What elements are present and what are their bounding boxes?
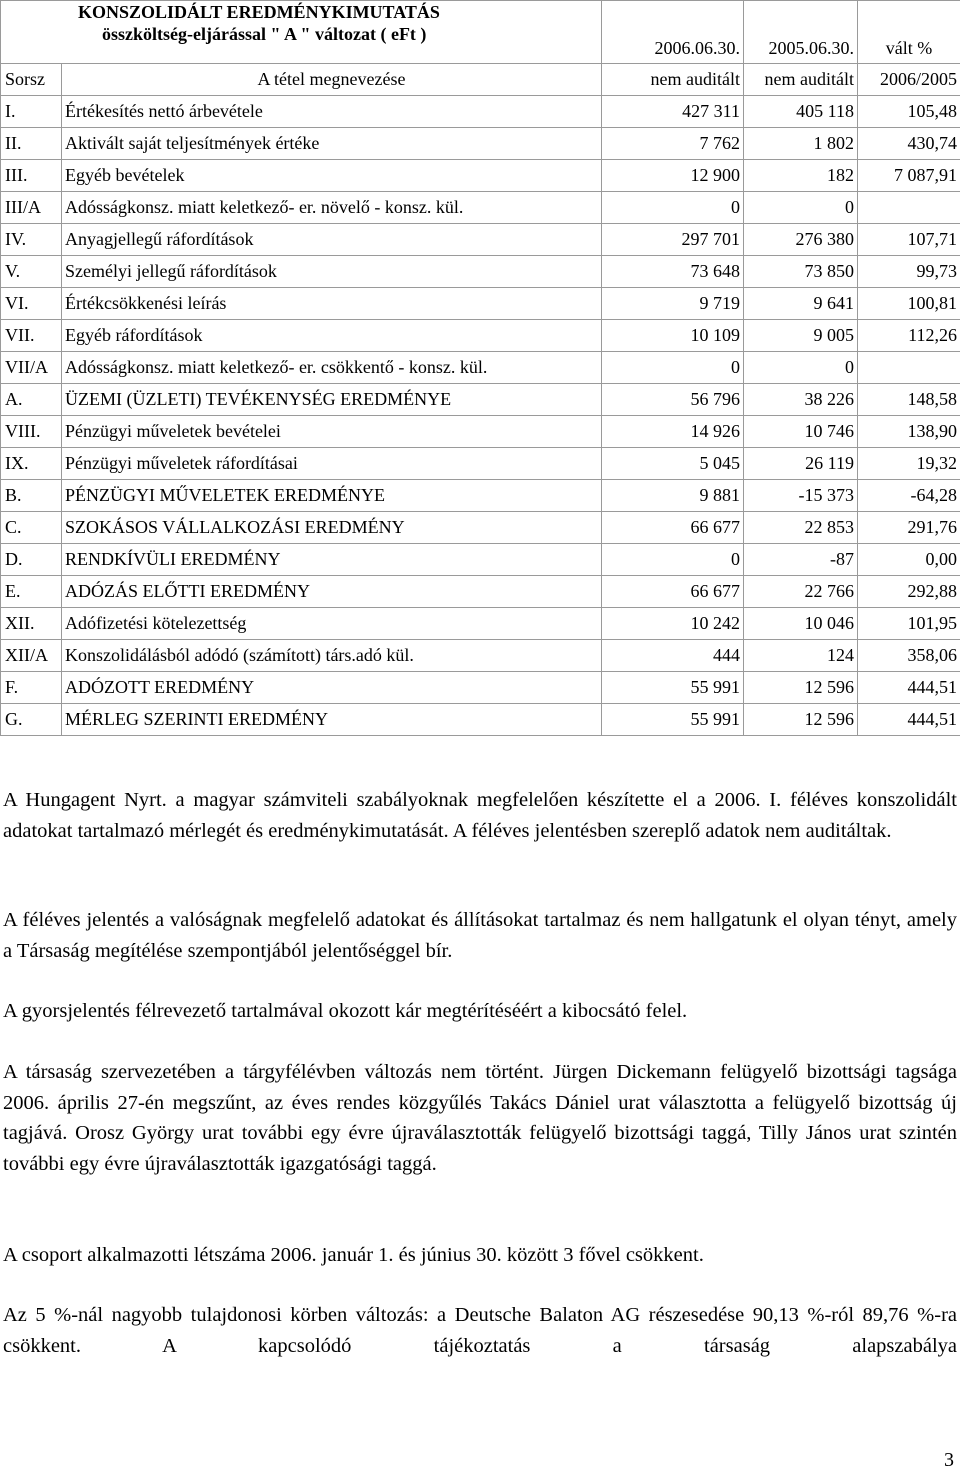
row-change-pct: 444,51 xyxy=(858,704,960,736)
row-value-2005: 182 xyxy=(744,160,858,192)
row-number: XII/A xyxy=(1,640,62,672)
table-row xyxy=(1,320,960,352)
note-paragraph: A féléves jelentés a valóságnak megfelelő adatokat és állításokat tartalmaz és nem hallgatunk el olyan tényt, amely a Társaság megítélése szempontjából jelentőséggel bír. xyxy=(3,909,957,962)
col-date-2006: 2006.06.30. xyxy=(602,1,744,64)
row-number: IV. xyxy=(1,224,62,256)
col-period: 2006/2005 xyxy=(858,64,960,96)
row-value-2006: 7 762 xyxy=(602,128,744,160)
row-number: II. xyxy=(1,128,62,160)
row-value-2006: 9 881 xyxy=(602,480,744,512)
row-number: VI. xyxy=(1,288,62,320)
row-number: I. xyxy=(1,96,62,128)
row-value-2006: 56 796 xyxy=(602,384,744,416)
row-number: VIII. xyxy=(1,416,62,448)
title-line2: összköltség-eljárással " A " változat ( eFt ) xyxy=(102,24,427,44)
row-item-name: Személyi jellegű ráfordítások xyxy=(62,256,602,288)
row-change-pct: 138,90 xyxy=(858,416,960,448)
row-item-name: Adófizetési kötelezettség xyxy=(62,608,602,640)
row-item-name: Aktivált saját teljesítmények értéke xyxy=(62,128,602,160)
table-row xyxy=(1,576,960,608)
table-row xyxy=(1,160,960,192)
row-item-name: RENDKÍVÜLI EREDMÉNY xyxy=(62,544,602,576)
row-value-2005: 124 xyxy=(744,640,858,672)
row-value-2006: 55 991 xyxy=(602,704,744,736)
row-value-2006: 73 648 xyxy=(602,256,744,288)
row-change-pct: 19,32 xyxy=(858,448,960,480)
row-number: VII. xyxy=(1,320,62,352)
row-number: IX. xyxy=(1,448,62,480)
row-change-pct: 105,48 xyxy=(858,96,960,128)
row-item-name: SZOKÁSOS VÁLLALKOZÁSI EREDMÉNY xyxy=(62,512,602,544)
row-value-2006: 66 677 xyxy=(602,576,744,608)
income-statement-table xyxy=(0,0,960,736)
table-row xyxy=(1,448,960,480)
row-value-2005: 1 802 xyxy=(744,128,858,160)
col-item: A tétel megnevezése xyxy=(62,64,602,96)
row-value-2006: 0 xyxy=(602,352,744,384)
header-row-1 xyxy=(1,1,960,64)
row-value-2006: 0 xyxy=(602,192,744,224)
table-row xyxy=(1,480,960,512)
row-value-2006: 66 677 xyxy=(602,512,744,544)
row-value-2006: 9 719 xyxy=(602,288,744,320)
col-date-2005: 2005.06.30. xyxy=(744,1,858,64)
row-value-2005: 12 596 xyxy=(744,704,858,736)
row-item-name: Pénzügyi műveletek ráfordításai xyxy=(62,448,602,480)
row-change-pct: 100,81 xyxy=(858,288,960,320)
page-number: 3 xyxy=(944,1449,954,1471)
table-row xyxy=(1,352,960,384)
row-value-2005: 10 746 xyxy=(744,416,858,448)
note-paragraph: Az 5 %-nál nagyobb tulajdonosi körben változás: a Deutsche Balaton AG részesedése 90,13 %-ról 89,76 %-ra csökkent. A kapcsolódó tájékoztatás a társaság alapszabálya xyxy=(3,1304,957,1357)
row-change-pct: 107,71 xyxy=(858,224,960,256)
row-item-name: Egyéb ráfordítások xyxy=(62,320,602,352)
row-value-2006: 10 242 xyxy=(602,608,744,640)
row-value-2005: 276 380 xyxy=(744,224,858,256)
row-value-2005: 73 850 xyxy=(744,256,858,288)
row-number: G. xyxy=(1,704,62,736)
row-value-2006: 444 xyxy=(602,640,744,672)
row-value-2006: 14 926 xyxy=(602,416,744,448)
row-value-2005: -87 xyxy=(744,544,858,576)
row-number: XII. xyxy=(1,608,62,640)
row-value-2005: 0 xyxy=(744,192,858,224)
row-value-2005: -15 373 xyxy=(744,480,858,512)
row-value-2005: 0 xyxy=(744,352,858,384)
row-item-name: ADÓZOTT EREDMÉNY xyxy=(62,672,602,704)
row-change-pct: 444,51 xyxy=(858,672,960,704)
row-value-2005: 12 596 xyxy=(744,672,858,704)
table-row xyxy=(1,416,960,448)
row-change-pct: 0,00 xyxy=(858,544,960,576)
row-change-pct: 292,88 xyxy=(858,576,960,608)
row-item-name: Adósságkonsz. miatt keletkező- er. csökkentő - konsz. kül. xyxy=(62,352,602,384)
row-value-2005: 9 005 xyxy=(744,320,858,352)
row-item-name: Értékesítés nettó árbevétele xyxy=(62,96,602,128)
row-number: B. xyxy=(1,480,62,512)
row-value-2006: 55 991 xyxy=(602,672,744,704)
row-number: V. xyxy=(1,256,62,288)
row-value-2005: 9 641 xyxy=(744,288,858,320)
table-row xyxy=(1,96,960,128)
row-number: III/A xyxy=(1,192,62,224)
table-row xyxy=(1,704,960,736)
row-change-pct xyxy=(858,352,960,384)
row-item-name: Anyagjellegű ráfordítások xyxy=(62,224,602,256)
row-value-2006: 12 900 xyxy=(602,160,744,192)
row-item-name: Egyéb bevételek xyxy=(62,160,602,192)
row-value-2005: 405 118 xyxy=(744,96,858,128)
row-change-pct: 112,26 xyxy=(858,320,960,352)
row-item-name: MÉRLEG SZERINTI EREDMÉNY xyxy=(62,704,602,736)
row-change-pct xyxy=(858,192,960,224)
row-change-pct: 358,06 xyxy=(858,640,960,672)
row-number: C. xyxy=(1,512,62,544)
row-number: F. xyxy=(1,672,62,704)
row-number: D. xyxy=(1,544,62,576)
table-row xyxy=(1,640,960,672)
table-row xyxy=(1,512,960,544)
row-number: A. xyxy=(1,384,62,416)
row-number: VII/A xyxy=(1,352,62,384)
col-status-2005: nem auditált xyxy=(744,64,858,96)
row-item-name: ADÓZÁS ELŐTTI EREDMÉNY xyxy=(62,576,602,608)
table-row xyxy=(1,384,960,416)
row-number: E. xyxy=(1,576,62,608)
row-change-pct: 148,58 xyxy=(858,384,960,416)
note-paragraph: A csoport alkalmazotti létszáma 2006. január 1. és június 30. között 3 fővel csökkent. xyxy=(3,1244,704,1266)
table-title xyxy=(1,1,602,64)
table-row xyxy=(1,256,960,288)
row-change-pct: 7 087,91 xyxy=(858,160,960,192)
row-change-pct: 99,73 xyxy=(858,256,960,288)
row-item-name: Pénzügyi műveletek bevételei xyxy=(62,416,602,448)
row-value-2006: 5 045 xyxy=(602,448,744,480)
col-status-2006: nem auditált xyxy=(602,64,744,96)
row-change-pct: 291,76 xyxy=(858,512,960,544)
row-value-2005: 10 046 xyxy=(744,608,858,640)
note-paragraph: A gyorsjelentés félrevezető tartalmával okozott kár megtérítéséért a kibocsátó felel. xyxy=(3,1000,688,1022)
table-row xyxy=(1,608,960,640)
table-row xyxy=(1,544,960,576)
header-row-2 xyxy=(1,64,960,96)
row-value-2005: 22 766 xyxy=(744,576,858,608)
row-value-2005: 22 853 xyxy=(744,512,858,544)
row-value-2005: 38 226 xyxy=(744,384,858,416)
col-change: vált % xyxy=(858,1,960,64)
row-change-pct: 101,95 xyxy=(858,608,960,640)
row-value-2006: 0 xyxy=(602,544,744,576)
col-sorsz: Sorsz xyxy=(1,64,62,96)
row-value-2006: 297 701 xyxy=(602,224,744,256)
table-row xyxy=(1,224,960,256)
row-item-name: ÜZEMI (ÜZLETI) TEVÉKENYSÉG EREDMÉNYE xyxy=(62,384,602,416)
row-change-pct: -64,28 xyxy=(858,480,960,512)
title-line1: KONSZOLIDÁLT EREDMÉNYKIMUTATÁS xyxy=(78,2,440,22)
note-paragraph: A társaság szervezetében a tárgyfélévben változás nem történt. Jürgen Dickemann felügyelő bizottsági tagsága 2006. április 27-én megszűnt, az éves rendes közgyűlés Takács Dániel urat választotta a felügyelő bizottság új tagjává. Orosz György urat további egy évre újraválasztották felügyelő bizottsági taggá, Tilly János urat szintén további egy évre újraválasztották igazgatósági taggá. xyxy=(3,1061,957,1175)
row-item-name: Konszolidálásból adódó (számított) társ.adó kül. xyxy=(62,640,602,672)
row-item-name: Adósságkonsz. miatt keletkező- er. növelő - konsz. kül. xyxy=(62,192,602,224)
row-change-pct: 430,74 xyxy=(858,128,960,160)
row-number: III. xyxy=(1,160,62,192)
table-row xyxy=(1,288,960,320)
table-row xyxy=(1,128,960,160)
row-value-2005: 26 119 xyxy=(744,448,858,480)
table-row xyxy=(1,192,960,224)
row-item-name: Értékcsökkenési leírás xyxy=(62,288,602,320)
note-paragraph: A Hungagent Nyrt. a magyar számviteli szabályoknak megfelelően készítette el a 2006. I. féléves konszolidált adatokat tartalmazó mérlegét és eredménykimutatását. A féléves jelentésben szereplő adatok nem auditáltak. xyxy=(3,789,957,842)
table-row xyxy=(1,672,960,704)
row-value-2006: 427 311 xyxy=(602,96,744,128)
row-item-name: PÉNZÜGYI MŰVELETEK EREDMÉNYE xyxy=(62,480,602,512)
row-value-2006: 10 109 xyxy=(602,320,744,352)
